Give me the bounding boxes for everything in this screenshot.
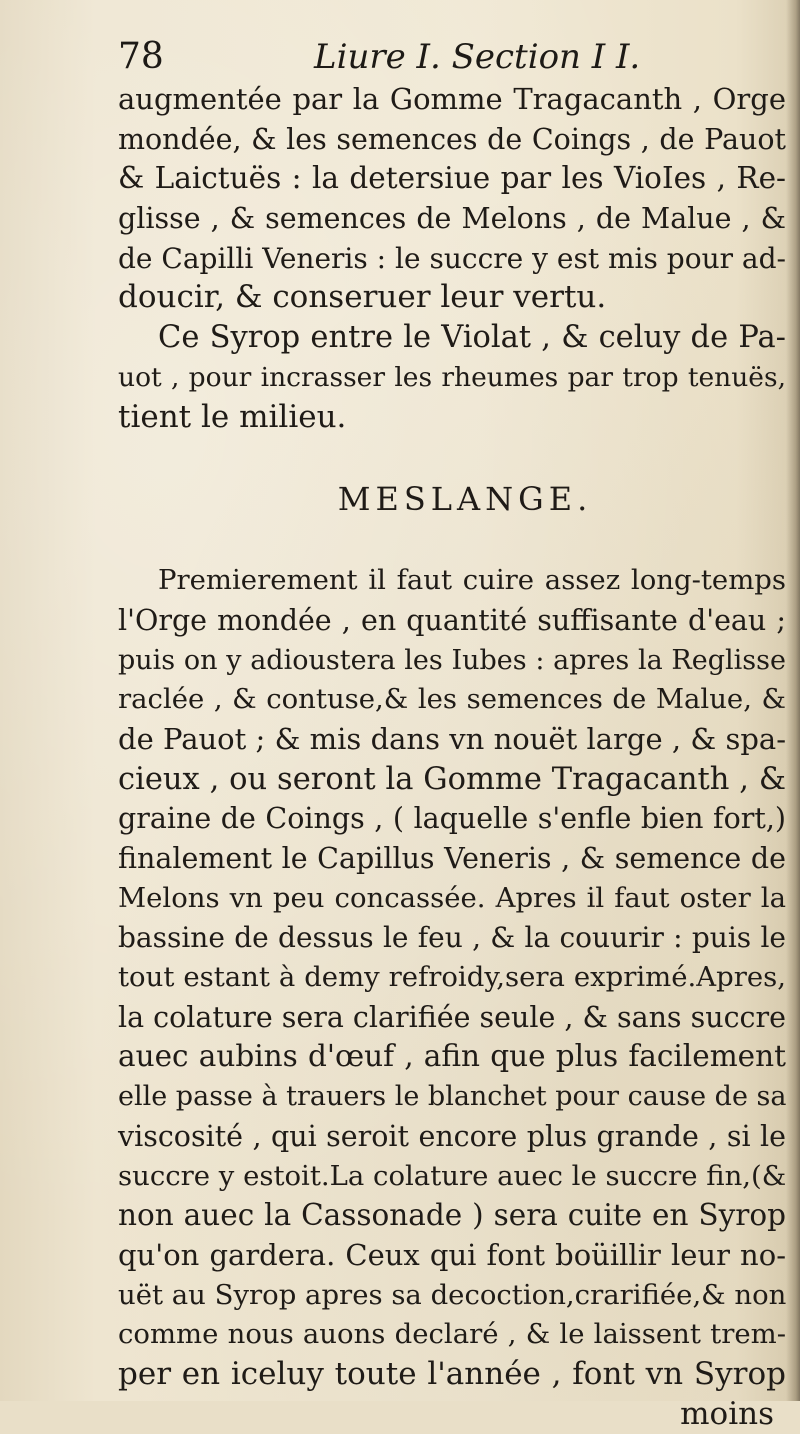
text-line: de Pauot ; & mis dans vn nouët large , & spa- <box>118 721 786 756</box>
text-line: mondée, & les semences de Coings , de Pauot <box>118 122 786 156</box>
page-number: 78 <box>118 36 164 77</box>
text-line: tient le milieu. <box>118 398 347 435</box>
page-edge-shadow <box>786 0 800 1401</box>
spacer <box>118 437 786 479</box>
section-title: MESLANGE. <box>337 480 593 519</box>
text-line: uot , pour incrasser les rheumes par trop tenuës, <box>118 361 786 393</box>
text-line: de Capilli Veneris : le succre y est mis pour ad- <box>118 241 786 275</box>
text-line: finalement le Capillus Veneris , & semence de <box>118 842 786 875</box>
text-line: viscosité , qui seroit encore plus grande , si le <box>118 1119 786 1153</box>
text-line: la colature sera clarifiée seule , & sans succre <box>118 1000 787 1034</box>
catchword: moins <box>680 1395 774 1432</box>
running-head: Liure I. Section I I. <box>314 37 641 77</box>
text-line: elle passe à trauers le blanchet pour cause de sa <box>118 1081 787 1113</box>
text-line: bassine de dessus le feu , & la couurir : puis le <box>118 921 786 955</box>
text-line: qu'on gardera. Ceux qui font boüillir leur no- <box>118 1237 786 1272</box>
text-line: succre y estoit.La colature auec le succre fin,(& <box>118 1159 787 1192</box>
text-line: comme nous auons declaré , & le laissent trem- <box>118 1318 786 1351</box>
text-line: non auec la Cassonade ) sera cuite en Syrop <box>118 1198 786 1233</box>
spacer <box>118 519 786 561</box>
text-line: glisse , & semences de Melons , de Malue , & <box>118 202 786 236</box>
text-line: Melons vn peu concassée. Apres il faut oster la <box>118 881 786 914</box>
text-line: tout estant à demy refroidy,sera exprimé.Apres, <box>118 961 786 994</box>
text-line: per en iceluy toute l'année , font vn Syrop <box>118 1355 786 1392</box>
text-line: uët au Syrop apres sa decoction,crarifiée,& non <box>118 1278 787 1311</box>
text-line: doucir, & conseruer leur vertu. <box>118 279 607 316</box>
text-line: graine de Coings , ( laquelle s'enfle bien fort,) <box>118 802 786 836</box>
text-line: Premierement il faut cuire assez long-temps <box>158 564 786 597</box>
text-line: Ce Syrop entre le Violat , & celuy de Pa- <box>158 320 786 356</box>
text-line: l'Orge mondée , en quantité suffisante d'eau ; <box>118 603 786 637</box>
page-header <box>118 32 641 82</box>
body-text <box>118 80 786 1434</box>
text-line: cieux , ou seront la Gomme Tragacanth , & <box>118 761 786 797</box>
text-line: & Laictuës : la detersiue par les VioIes , Re- <box>118 161 786 196</box>
text-line: raclée , & contuse,& les semences de Malue, & <box>118 683 786 716</box>
text-line: puis on y adioustera les Iubes : apres la Reglisse <box>118 644 786 676</box>
text-line: auec aubins d'œuf , afin que plus facilement <box>118 1039 786 1074</box>
text-line: augmentée par la Gomme Tragacanth , Orge <box>118 82 786 116</box>
